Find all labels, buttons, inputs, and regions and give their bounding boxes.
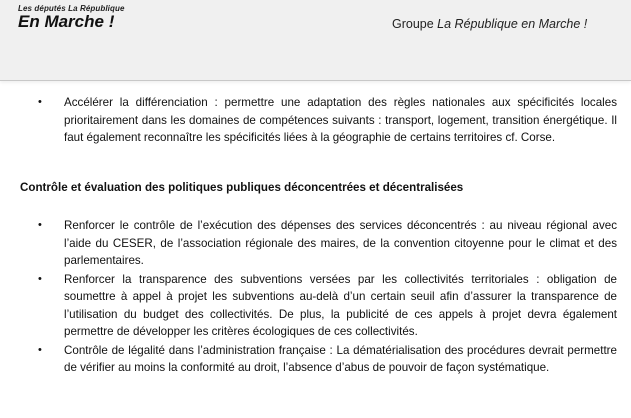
- list-item: [0, 271, 631, 341]
- list-item: [0, 342, 631, 377]
- group-title-name: La République en Marche !: [437, 17, 588, 31]
- list-item-text: Accélérer la différenciation : permettre une adaptation des règles nationales aux spécificités locales prioritairement dans les domaines de compétences suivants : transport, logement, transition énergétique. Il faut également reconnaître les spécificités liées à la géographie de certains territoires cf. Corse.: [64, 96, 617, 144]
- bullet-icon: •: [38, 343, 42, 356]
- group-title-prefix: Groupe: [392, 17, 438, 31]
- logo-line-2: En Marche !: [18, 12, 115, 31]
- group-title: [392, 17, 587, 31]
- page-header: [0, 0, 631, 81]
- bullet-icon: •: [38, 96, 42, 108]
- section-heading: Contrôle et évaluation des politiques publiques déconcentrées et décentralisées: [20, 181, 464, 194]
- bullet-icon: •: [38, 219, 42, 231]
- list-item-text: Contrôle de légalité dans l’administration française : La dématérialisation des procédures devrait permettre de vérifier au moins la conformité au droit, l’absence d’abus de pouvoir de façon systématique.: [64, 343, 617, 374]
- lrem-logo: [18, 4, 158, 31]
- list-item-text: Renforcer la transparence des subventions versées par les collectivités territoriales : obligation de soumettre à appel à projet les subventions au-delà d’un certain seuil afin d’assurer la transparence de l’utilisation du budget des collectivités. De plus, la publicité de ces appels à projet devra également permettre de développer les critères écologiques de ces collectivités.: [64, 272, 617, 338]
- bullet-list-2: [0, 217, 631, 378]
- list-item-text: Renforcer le contrôle de l’exécution des dépenses des services déconcentrés : au niveau régional avec l’aide du CESER, de l’association régionale des maires, de la convention citoyenne pour le climat et des parlementaires.: [64, 219, 617, 267]
- logo-line-1: Les députés La République: [18, 4, 125, 13]
- list-item: [0, 217, 631, 270]
- list-item: [0, 94, 631, 147]
- bullet-icon: •: [38, 272, 42, 285]
- bullet-list-1: [0, 94, 631, 147]
